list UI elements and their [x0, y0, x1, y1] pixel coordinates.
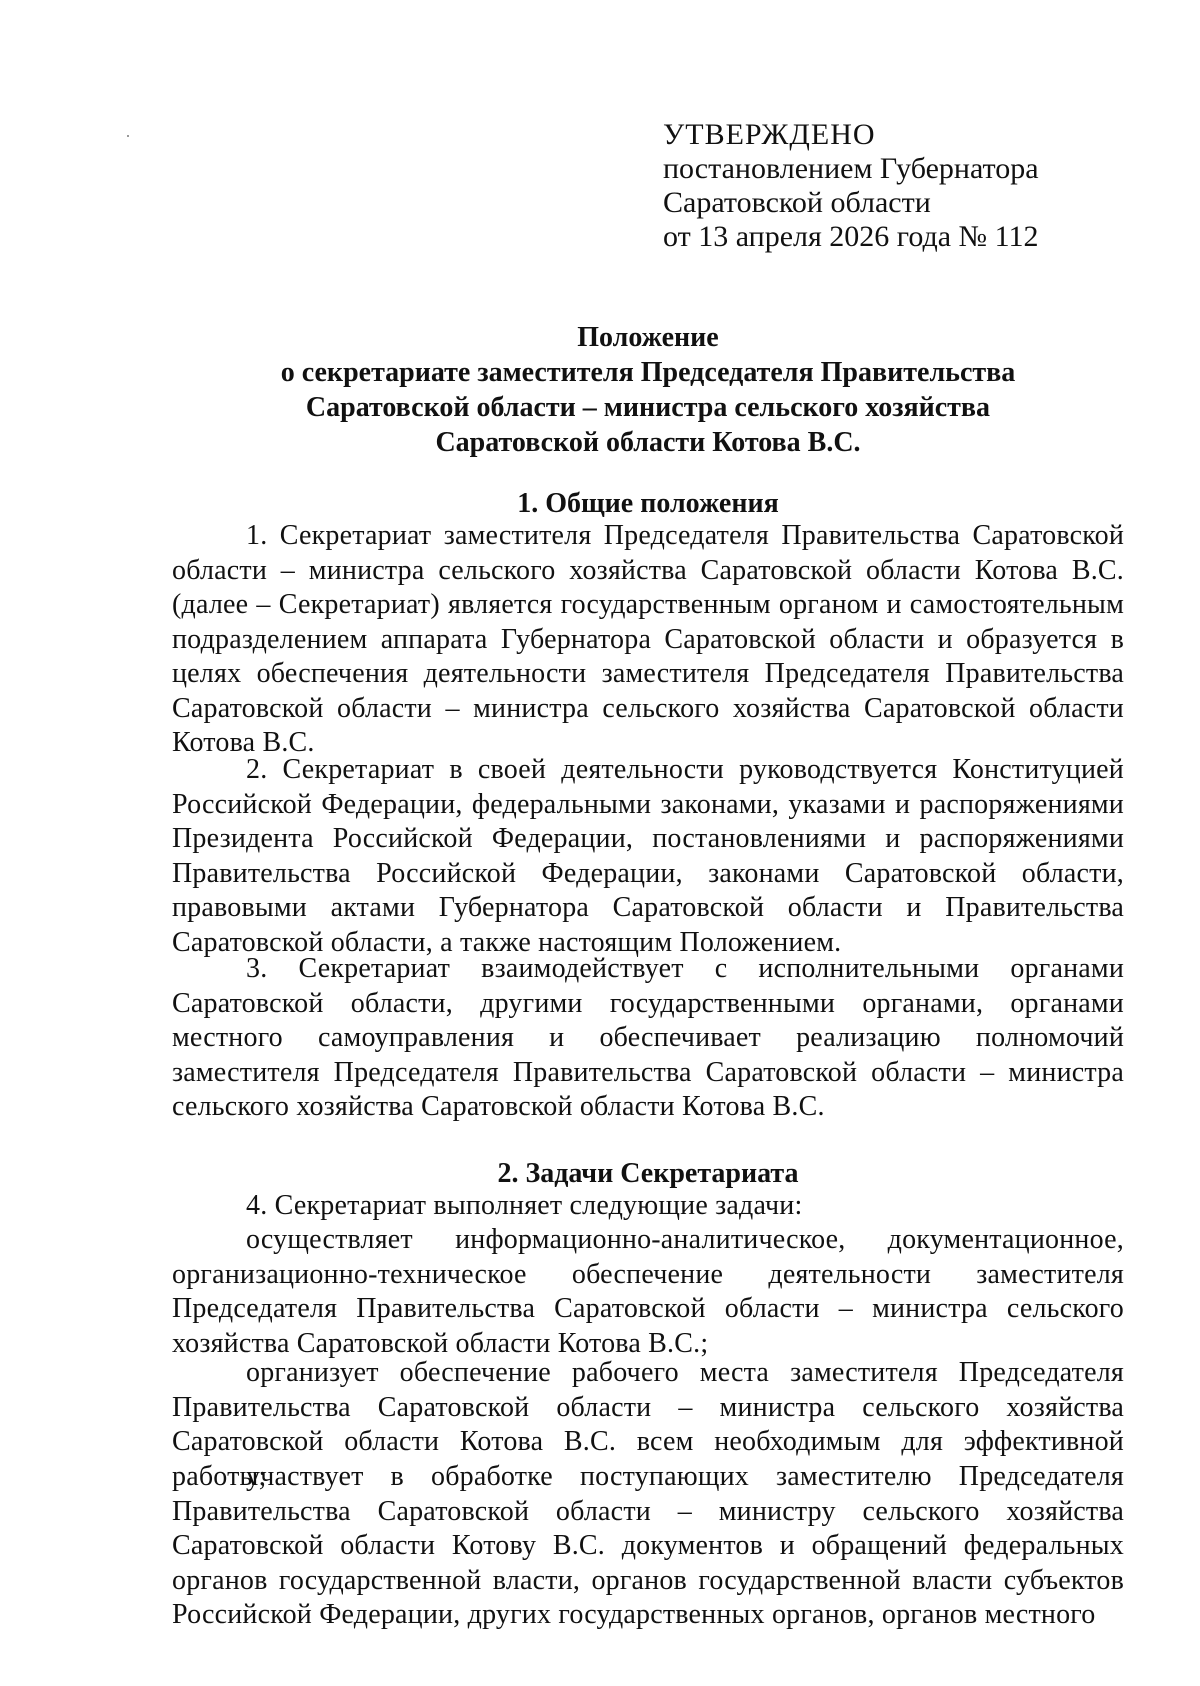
paragraph-3: 3. Секретариат взаимодействует с исполнительными органами Саратовской области, другими государственными органами, органами местного самоуправления и обеспечивает реализацию полномочий заместителя Председателя Правительства Саратовской области – министра сельского хозяйства Саратовской области Котова В.С.: [172, 953, 1124, 1122]
title-line-2: о секретариате заместителя Председателя Правительства: [280, 357, 1016, 388]
approval-line-1: УТВЕРЖДЕНО: [663, 118, 876, 151]
paragraph-2: 2. Секретариат в своей деятельности руководствуется Конституцией Российской Федерации, федеральными законами, указами и распоряжениями Президента Российской Федерации, постановлениями и распоряжениями Правительства Российской Федерации, законами Саратовской области, правовыми актами Губернатора Саратовской области и Правительства Саратовской области, а также настоящим Положением.: [172, 754, 1124, 958]
task-item-3: участвует в обработке поступающих заместителю Председателя Правительства Саратовской области – министру сельского хозяйства Саратовской области Котову В.С. документов и обращений федеральных органов государственной власти, органов государственной власти субъектов Российской Федерации, других государственных органов, органов местного: [172, 1461, 1124, 1630]
approval-stamp: [663, 118, 1039, 254]
approval-line-3: Саратовской области: [663, 186, 931, 219]
section-2-heading: 2. Задачи Секретариата: [497, 1158, 799, 1189]
document-title: [170, 320, 1126, 460]
task-item-1: осуществляет информационно-аналитическое, документационное, организационно-техническое обеспечение деятельности заместителя Председателя Правительства Саратовской области – министра сельского хозяйства Саратовской области Котова В.С.;: [172, 1224, 1124, 1359]
paragraph-1: 1. Секретариат заместителя Председателя Правительства Саратовской области – министра сельского хозяйства Саратовской области Котова В.С. (далее – Секретариат) является государственным органом и самостоятельным подразделением аппарата Губернатора Саратовской области и образуется в целях обеспечения деятельности заместителя Председателя Правительства Саратовской области – министра сельского хозяйства Саратовской области Котова В.С.: [172, 520, 1124, 758]
section-1-heading: 1. Общие положения: [517, 488, 779, 519]
approval-line-4: от 13 апреля 2026 года № 112: [663, 220, 1039, 253]
paragraph-4: 4. Секретариат выполняет следующие задачи:: [246, 1190, 803, 1221]
title-line-3: Саратовской области – министра сельского хозяйства: [305, 392, 991, 423]
task-item-2: организует обеспечение рабочего места заместителя Председателя Правительства Саратовской области – министра сельского хозяйства Саратовской области Котова В.С. всем необходимым для эффективной работы;: [172, 1357, 1124, 1492]
title-line-1: Положение: [577, 322, 719, 353]
approval-line-2: постановлением Губернатора: [663, 152, 1039, 185]
scan-speck: [127, 135, 129, 137]
title-line-4: Саратовской области Котова В.С.: [435, 427, 861, 458]
